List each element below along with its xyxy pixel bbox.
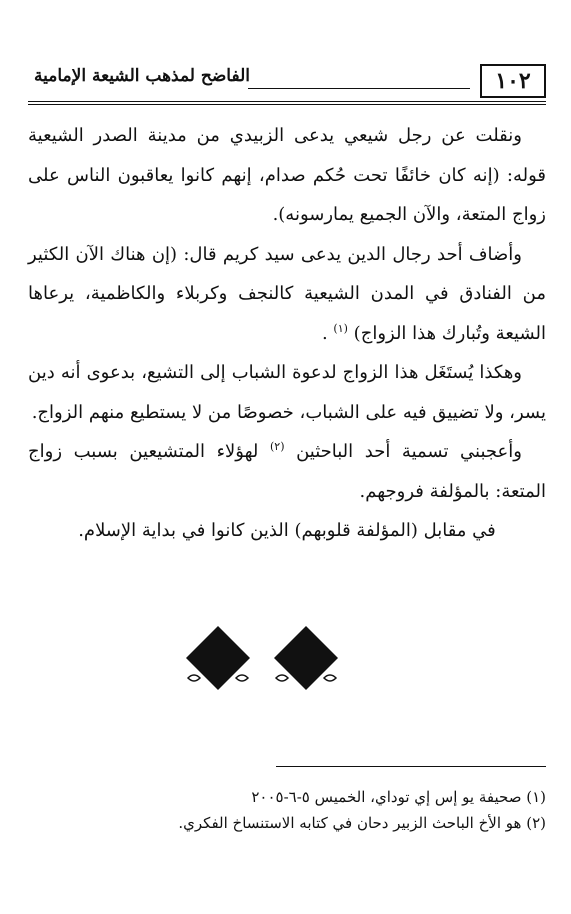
header-rule-top: [248, 88, 470, 89]
paragraph-2-text: وأضاف أحد رجال الدين يدعى سيد كريم قال: (إن هناك الآن الكثير من الفنادق في المدن الشيعية كالنجف وكربلاء والكاظمية، يرعاها الشيعة وتُبارك هذا الزواج): [28, 243, 546, 344]
paragraph-1: ونقلت عن رجل شيعي يدعى الزبيدي من مدينة الصدر الشيعية قوله: (إنه كان خائفًا تحت حُكم صدام، إنهم كانوا يعاقبون الناس على زواج المتعة، والآن الجميع يمارسونه).: [28, 125, 546, 225]
page-header: [28, 64, 546, 104]
footnote-ref-2: (٢): [269, 440, 285, 453]
footnote-separator: [276, 766, 546, 767]
paragraph-4-text-b: لهؤلاء المتشيعين بسبب زواج المتعة: بالمؤلفة فروجهم.: [28, 441, 546, 502]
header-rule-bottom: [28, 101, 546, 102]
footnote-1: (١) صحيفة يو إس إي توداي، الخميس ٥-٦-٢٠٠٥: [251, 788, 546, 806]
paragraph-5: في مقابل (المؤلفة قلوبهم) الذين كانوا في بداية الإسلام.: [78, 520, 496, 541]
paragraph-4-text-a: وأعجبني تسمية أحد الباحثين: [296, 441, 522, 462]
paragraph-2: وأضاف أحد رجال الدين يدعى سيد كريم قال: (إن هناك الآن الكثير من الفنادق في المدن الشيعية كالنجف وكربلاء والكاظمية، يرعاها الشيعة وتُبارك هذا الزواج) $^{(١)}$ .: [28, 243, 546, 344]
page-number: ١٠٢: [480, 64, 546, 98]
paragraph-4: [28, 432, 546, 511]
page-body: [28, 116, 546, 551]
footnotes: [60, 784, 546, 836]
section-ornaments: [180, 624, 380, 694]
running-title: الفاضح لمذهب الشيعة الإمامية: [33, 66, 250, 86]
footnote-2: (٢) هو الأخ الباحث الزبير دحان في كتابه الاستنساخ الفكري.: [178, 814, 546, 832]
paragraph-3: وهكذا يُستَغَل هذا الزواج لدعوة الشباب إلى التشيع، بدعوى أنه دين يسر، ولا تضييق فيه على الشباب، خصوصًا من لا يستطيع منهم الزواج.: [28, 362, 546, 423]
diamond-ornament-icon: [184, 624, 252, 692]
diamond-ornament-icon: [272, 624, 340, 692]
header-rule-bottom-thin: [28, 104, 546, 105]
footnote-ref-1: (١): [333, 321, 348, 335]
